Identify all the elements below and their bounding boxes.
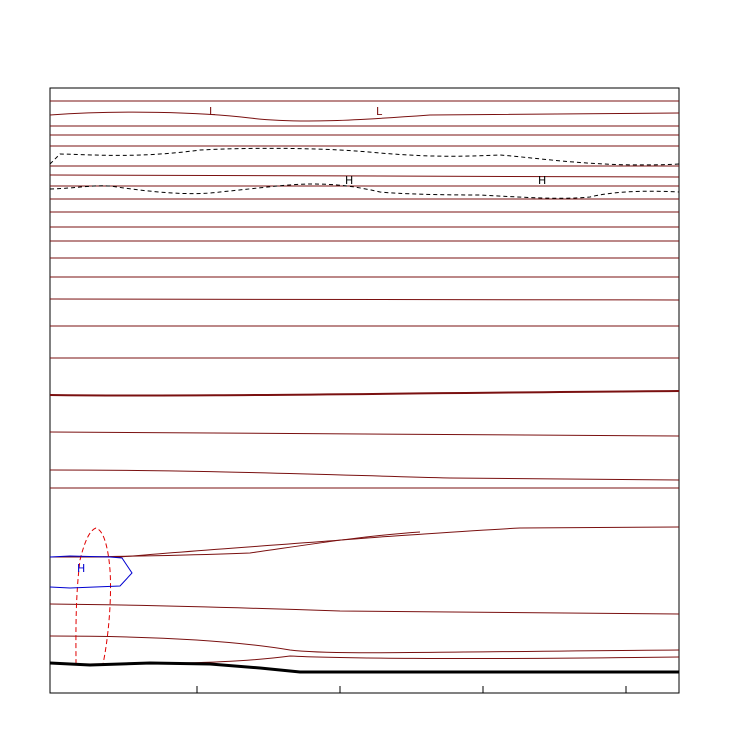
temp-contour (50, 527, 679, 557)
rain-contours (76, 528, 111, 664)
high-marker: H (538, 174, 547, 187)
temp-contour (50, 299, 679, 300)
temp-contour (50, 175, 679, 177)
low-marker: L (209, 105, 216, 118)
temp-contour (50, 112, 679, 121)
temp-contour (50, 636, 679, 653)
cloud-water-contours (50, 556, 132, 588)
temp-contour (50, 470, 679, 480)
temp-contour (50, 391, 679, 396)
high-marker: H (77, 562, 86, 575)
temp-contour (50, 432, 679, 436)
cloud-water-contour (50, 556, 132, 588)
terrain-line (50, 663, 679, 672)
high-marker: H (345, 174, 354, 187)
temp-contour (50, 604, 679, 614)
low-marker: L (376, 105, 383, 118)
temperature-contours (50, 101, 679, 664)
rain-contour (76, 528, 111, 664)
x-axis-ticks (50, 686, 626, 693)
ice-contours (50, 148, 679, 198)
plot-frame (50, 88, 679, 693)
ice-contour (50, 148, 679, 165)
temp-contour (50, 532, 420, 557)
